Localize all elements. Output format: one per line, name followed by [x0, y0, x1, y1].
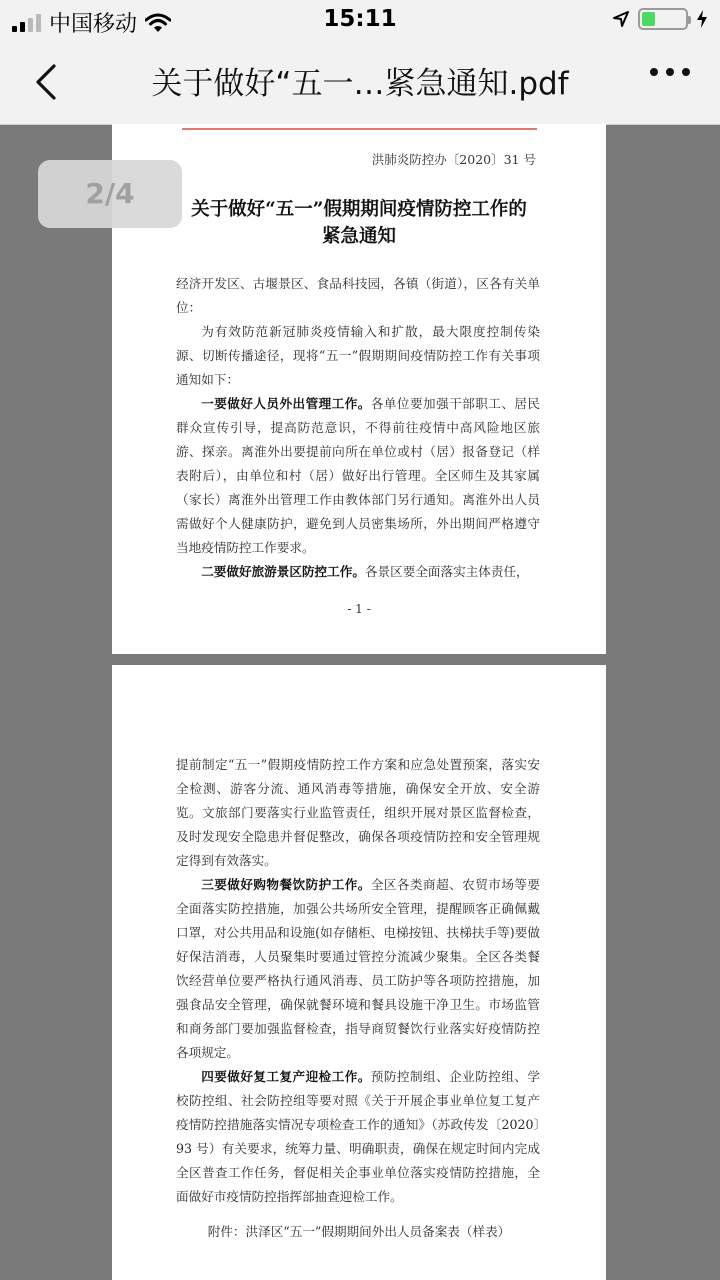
- attachment-note: 附件：洪泽区“五一”假期期间外出人员备案表（样表）: [207, 1224, 511, 1239]
- item3-paragraph: [176, 873, 540, 1065]
- more-dots-icon: [650, 68, 658, 76]
- doc-number: 洪肺炎防控办〔2020〕31 号: [371, 152, 536, 167]
- item2-paragraph: [176, 560, 540, 584]
- item3-heading: 三要做好购物餐饮防护工作。: [201, 877, 371, 892]
- document-title: 关于做好“五一…紧急通知.pdf: [151, 66, 569, 102]
- doc-title-line2: 紧急通知: [321, 226, 396, 247]
- item1-paragraph: [176, 392, 540, 560]
- item4-paragraph: [176, 1065, 540, 1209]
- back-button[interactable]: [26, 60, 70, 104]
- location-arrow-icon: [612, 10, 630, 28]
- header-red-line: [182, 128, 537, 130]
- chevron-left-icon: [26, 60, 70, 104]
- item1-heading: 一要做好人员外出管理工作。: [201, 396, 371, 411]
- pdf-page-1[interactable]: [112, 124, 606, 654]
- status-bar: [0, 0, 720, 40]
- battery-icon: [638, 8, 688, 30]
- intro-paragraph: 为有效防范新冠肺炎疫情输入和扩散，最大限度控制传染源、切断传播途径，现将“五一”假期期间疫情防控工作有关事项通知如下：: [176, 324, 540, 387]
- clock: 15:11: [323, 6, 397, 32]
- item4-body: 预防控制组、企业防控组、学校防控组、社会防控组等要对照《关于开展企事业单位复工复产疫情防控措施落实情况专项检查工作的通知》（苏政传发〔2020〕93 号）有关要求，统筹力量、明确职责，确保在规定时间内完成全区普查工作任务，督促相关企事业单位落实疫情防控措施，全面做好市疫情防控指挥部抽查迎检工作。: [176, 1069, 541, 1204]
- page-number: - 1 -: [347, 602, 371, 616]
- item1-body: 各单位要加强干部职工、居民群众宣传引导，提高防范意识，不得前往疫情中高风险地区旅游、探亲。离淮外出要提前向所在单位或村（居）报备登记（样表附后），由单位和村（居）做好出行管理。全区师生及其家属（家长）离淮外出管理工作由教体部门另行通知。离淮外出人员需做好个人健康防护，避免到人员密集场所，外出期间严格遵守当地疫情防控工作要求。: [176, 396, 541, 555]
- item2-heading: 二要做好旅游景区防控工作。: [201, 564, 365, 579]
- battery-level: [642, 12, 655, 26]
- nav-bar: [0, 40, 720, 125]
- status-right: [612, 8, 708, 30]
- pdf-page-2[interactable]: [112, 665, 606, 1280]
- recipients: 经济开发区、古堰景区、食品科技园，各镇（街道），区各有关单位：: [176, 276, 540, 315]
- charging-bolt-icon: [696, 9, 708, 29]
- page2-body: [176, 753, 540, 1209]
- carrier-label: 中国移动: [49, 12, 138, 37]
- more-button[interactable]: [650, 68, 690, 76]
- item4-heading: 四要做好复工复产迎检工作。: [201, 1069, 371, 1084]
- page-indicator: 2/4: [38, 160, 182, 228]
- item3-body: 全区各类商超、农贸市场等要全面落实防控措施，加强公共场所安全管理，提醒顾客正确佩戴口罩，对公共用品和设施(如存储柜、电梯按钮、扶梯扶手等)要做好保洁消毒，人员聚集时要通过管控分流减少聚集。全区各类餐饮经营单位要严格执行通风消毒、员工防护等各项防控措施，加强食品安全管理，确保就餐环境和餐具设施干净卫生。市场监管和商务部门要加强监督检查，指导商贸餐饮行业落实好疫情防控各项规定。: [176, 877, 541, 1060]
- item2-continued: 提前制定“五一”假期疫情防控工作方案和应急处置预案，落实安全检测、游客分流、通风消毒等措施，确保安全开放、安全游览。文旅部门要落实行业监管责任，组织开展对景区监督检查，及时发现安全隐患并督促整改，确保各项疫情防控和安全管理规定得到有效落实。: [176, 757, 540, 868]
- page1-body: [176, 272, 540, 584]
- doc-title-line1: 关于做好“五一”假期期间疫情防控工作的: [191, 199, 527, 220]
- doc-title: [152, 196, 566, 250]
- item2-body: 各景区要全面落实主体责任，: [364, 564, 529, 579]
